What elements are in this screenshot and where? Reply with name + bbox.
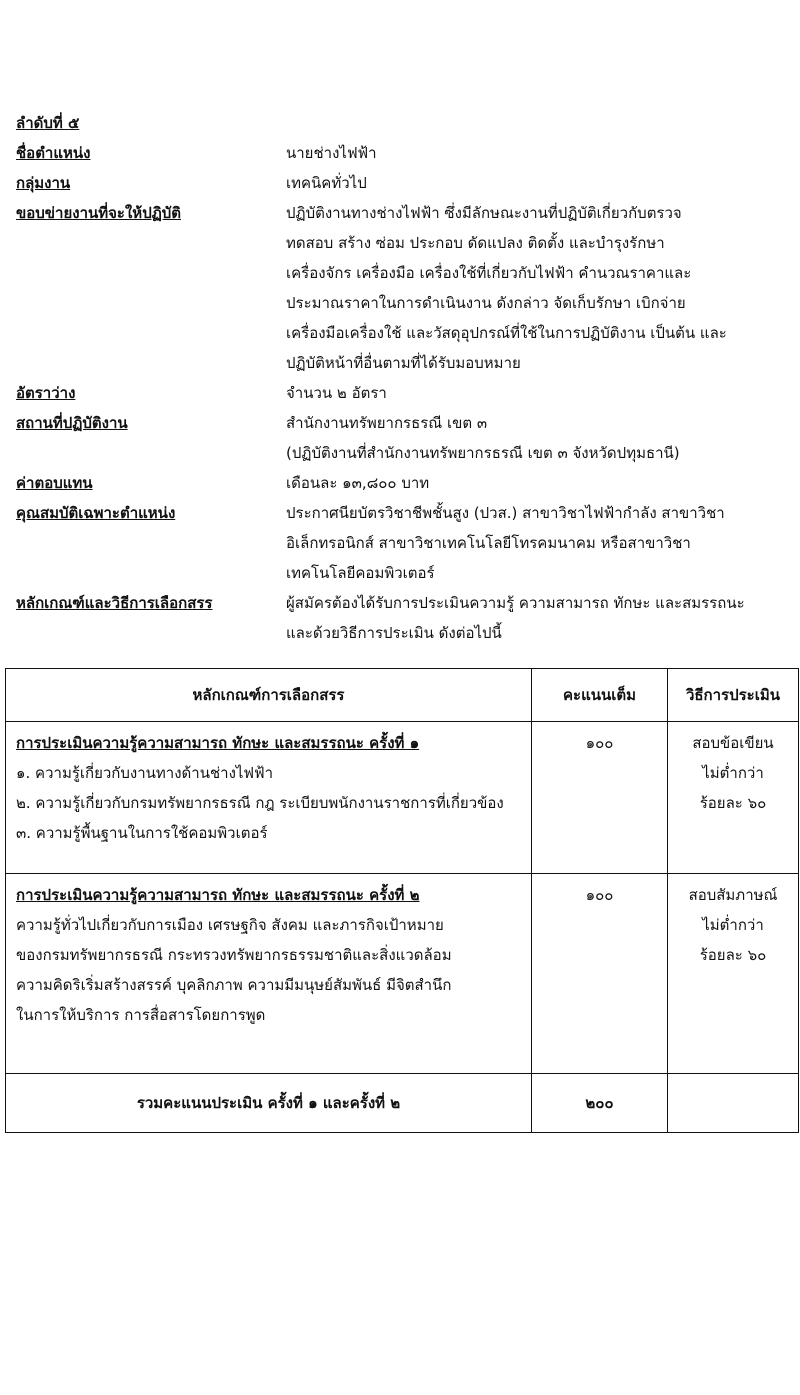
field-value-line: เทคโนโลยีคอมพิวเตอร์ bbox=[286, 564, 435, 582]
field-label: กลุ่มงาน bbox=[16, 174, 71, 192]
field-job-scope bbox=[16, 198, 776, 378]
table-header-row bbox=[6, 669, 799, 722]
field-value-line: สำนักงานทรัพยากรธรณี เขต ๓ bbox=[286, 414, 488, 432]
table-row bbox=[6, 722, 799, 874]
total-score: ๒๐๐ bbox=[532, 1074, 668, 1133]
field-value-line: ปฏิบัติหน้าที่อื่นตามที่ได้รับมอบหมาย bbox=[286, 354, 521, 372]
criteria-line: ในการให้บริการ การสื่อสารโดยการพูด bbox=[16, 1006, 266, 1024]
column-header-method: วิธีการประเมิน bbox=[668, 669, 799, 722]
method-line: สอบสัมภาษณ์ bbox=[688, 886, 778, 904]
field-selection-criteria bbox=[16, 588, 776, 648]
field-value-line: (ปฏิบัติงานที่สำนักงานทรัพยากรธรณี เขต ๓ จังหวัดปทุมธานี) bbox=[286, 444, 680, 462]
criteria-cell bbox=[6, 874, 532, 1074]
field-work-group bbox=[16, 168, 776, 198]
table-row bbox=[6, 874, 799, 1074]
field-value-line: เครื่องมือเครื่องใช้ และวัสดุอุปกรณ์ที่ใช้ในการปฏิบัติงาน เป็นต้น และ bbox=[286, 324, 727, 342]
field-value-line: เทคนิคทั่วไป bbox=[286, 174, 367, 192]
field-value-line: เดือนละ ๑๓,๘๐๐ บาท bbox=[286, 474, 430, 492]
criteria-cell bbox=[6, 722, 532, 874]
field-value bbox=[286, 198, 776, 378]
field-order bbox=[16, 108, 776, 138]
criteria-line: ความคิดริเริ่มสร้างสรรค์ บุคลิกภาพ ความมีมนุษย์สัมพันธ์ มีจิตสำนึก bbox=[16, 976, 452, 994]
score-cell bbox=[532, 722, 668, 874]
field-value bbox=[286, 168, 776, 198]
field-value-line: ประมาณราคาในการดำเนินงาน ดังกล่าว จัดเก็บรักษา เบิกจ่าย bbox=[286, 294, 686, 312]
position-details bbox=[16, 108, 776, 648]
field-label: ลำดับที่ ๕ bbox=[16, 114, 80, 132]
criteria-line: ของกรมทรัพยากรธรณี กระทรวงทรัพยากรธรรมชาติและสิ่งแวดล้อม bbox=[16, 946, 452, 964]
field-label: สถานที่ปฏิบัติงาน bbox=[16, 414, 128, 432]
method-line: สอบข้อเขียน bbox=[692, 734, 774, 752]
criteria-line: ๒. ความรู้เกี่ยวกับกรมทรัพยากรธรณี กฎ ระเบียบพนักงานราชการที่เกี่ยวข้อง bbox=[16, 794, 504, 812]
method-line: ไม่ต่ำกว่า bbox=[702, 764, 764, 782]
full-score: ๑๐๐ bbox=[585, 734, 614, 752]
section-title: การประเมินความรู้ความสามารถ ทักษะ และสมรรถนะ ครั้งที่ ๒ bbox=[16, 886, 420, 904]
field-vacancies bbox=[16, 378, 776, 408]
field-label: ขอบข่ายงานที่จะให้ปฏิบัติ bbox=[16, 204, 182, 222]
field-label: อัตราว่าง bbox=[16, 384, 76, 402]
field-value bbox=[286, 588, 776, 648]
evaluation-table bbox=[5, 668, 799, 1133]
field-value-line: อิเล็กทรอนิกส์ สาขาวิชาเทคโนโลยีโทรคมนาคม หรือสาขาวิชา bbox=[286, 534, 691, 552]
column-header-full-score: คะแนนเต็ม bbox=[532, 669, 668, 722]
column-header-criteria: หลักเกณฑ์การเลือกสรร bbox=[6, 669, 532, 722]
table-total-row bbox=[6, 1074, 799, 1133]
field-workplace bbox=[16, 408, 776, 468]
field-position-name bbox=[16, 138, 776, 168]
field-value-line: ทดสอบ สร้าง ซ่อม ประกอบ ดัดแปลง ติดตั้ง และบำรุงรักษา bbox=[286, 234, 665, 252]
field-value bbox=[286, 408, 776, 468]
criteria-line: ๓. ความรู้พื้นฐานในการใช้คอมพิวเตอร์ bbox=[16, 824, 268, 842]
score-cell bbox=[532, 874, 668, 1074]
criteria-line: ความรู้ทั่วไปเกี่ยวกับการเมือง เศรษฐกิจ สังคม และภารกิจเป้าหมาย bbox=[16, 916, 444, 934]
field-value-line: เครื่องจักร เครื่องมือ เครื่องใช้ที่เกี่ยวกับไฟฟ้า คำนวณราคาและ bbox=[286, 264, 692, 282]
field-label: หลักเกณฑ์และวิธีการเลือกสรร bbox=[16, 594, 213, 612]
criteria-line: ๑. ความรู้เกี่ยวกับงานทางด้านช่างไฟฟ้า bbox=[16, 764, 274, 782]
method-line: ร้อยละ ๖๐ bbox=[699, 946, 767, 964]
total-label: รวมคะแนนประเมิน ครั้งที่ ๑ และครั้งที่ ๒ bbox=[6, 1074, 532, 1133]
field-label: ค่าตอบแทน bbox=[16, 474, 93, 492]
field-label: ชื่อตำแหน่ง bbox=[16, 144, 91, 162]
field-value-line: และด้วยวิธีการประเมิน ดังต่อไปนี้ bbox=[286, 624, 502, 642]
method-cell bbox=[668, 874, 799, 1074]
field-value bbox=[286, 498, 776, 588]
field-value bbox=[286, 468, 776, 498]
field-value-line: จำนวน ๒ อัตรา bbox=[286, 384, 387, 402]
method-cell bbox=[668, 722, 799, 874]
field-compensation bbox=[16, 468, 776, 498]
field-label: คุณสมบัติเฉพาะตำแหน่ง bbox=[16, 504, 176, 522]
field-value-line: นายช่างไฟฟ้า bbox=[286, 144, 377, 162]
total-method bbox=[668, 1074, 799, 1133]
field-value-line: ประกาศนียบัตรวิชาชีพชั้นสูง (ปวส.) สาขาวิชาไฟฟ้ากำลัง สาขาวิชา bbox=[286, 504, 725, 522]
field-value-line: ผู้สมัครต้องได้รับการประเมินความรู้ ความสามารถ ทักษะ และสมรรถนะ bbox=[286, 594, 745, 612]
full-score: ๑๐๐ bbox=[585, 886, 614, 904]
field-value bbox=[286, 138, 776, 168]
method-line: ร้อยละ ๖๐ bbox=[699, 794, 767, 812]
field-qualifications bbox=[16, 498, 776, 588]
field-value-line: ปฏิบัติงานทางช่างไฟฟ้า ซึ่งมีลักษณะงานที่ปฏิบัติเกี่ยวกับตรวจ bbox=[286, 204, 682, 222]
section-title: การประเมินความรู้ความสามารถ ทักษะ และสมรรถนะ ครั้งที่ ๑ bbox=[16, 734, 420, 752]
method-line: ไม่ต่ำกว่า bbox=[702, 916, 764, 934]
field-value bbox=[286, 378, 776, 408]
